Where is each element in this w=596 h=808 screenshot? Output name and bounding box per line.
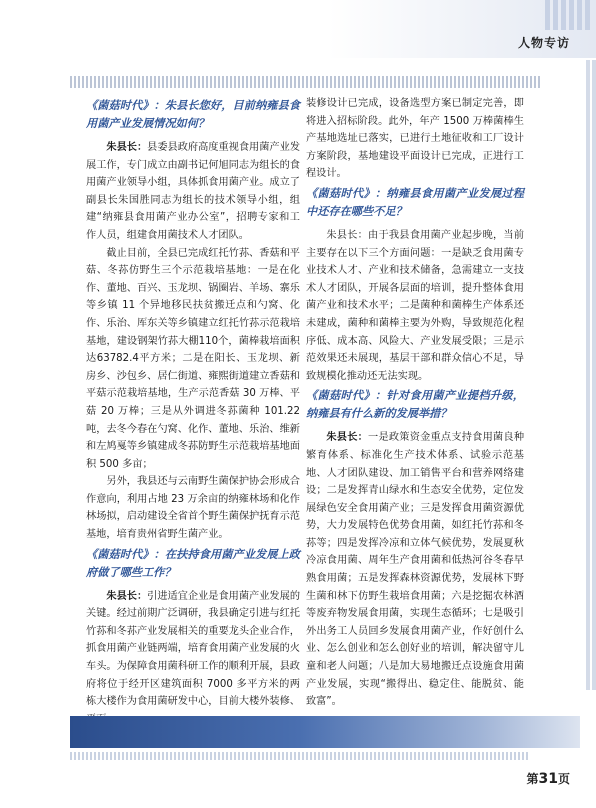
- left-column: [86, 95, 300, 728]
- paragraph-text: 朱县长：由于我县食用菌产业起步晚，当前主要存在以下三个方面问题：一是缺乏食用菌专业技术人才、产业和技术储备，急需建立一支技术人才团队，开展各层面的培训，提升整体食用菌产业和技术水平；二是菌种和菌棒生产体系还未建成，菌种和菌棒主要为外购，导致规范化程序低、成本高、风险大、产业发展受限；三是示范效果还未展现，基层干部和群众信心不足，导致规模化推动还无法实现。: [306, 229, 524, 382]
- page-prefix: 第: [526, 772, 539, 786]
- speaker-label: 朱县长：: [106, 142, 148, 153]
- paragraph: [86, 245, 300, 474]
- speaker-label: 朱县长：: [106, 590, 148, 602]
- question-heading: 《菌菇时代》：纳雍县食用菌产业发展过程中还存在哪些不足？: [306, 186, 524, 218]
- question-heading: 《菌菇时代》：在扶持食用菌产业发展上政府做了哪些工作？: [86, 547, 300, 579]
- page-suffix: 页: [557, 772, 570, 786]
- section-label: 人物专访: [517, 36, 570, 50]
- header-stripes: [498, 0, 596, 30]
- paragraph: [306, 95, 524, 183]
- paragraph-text: 县委县政府高度重视食用菌产业发展工作，专门成立由副书记何旭同志为组长的食用菌产业领导小组，具体抓食用菌产业。成立了副县长朱国胜同志为组长的技术领导小组，组建“纳雍县食用菌产业办公室”，招聘专家和工作人员，组建食用菌技术人才团队。: [86, 142, 301, 241]
- speaker-label: 朱县长：: [326, 432, 369, 444]
- paragraph: [306, 227, 524, 385]
- paragraph-text: 另外，我县还与云南野生菌保护协会形成合作意向，利用占地 23 万余亩的纳雍林场和化作林场拟，启动建设全省首个野生菌保护抚育示范基地，培育贵州省野生菌产业。: [86, 476, 300, 541]
- paragraph-text: 装修设计已完成，设备选型方案已制定完善，即将进入招标阶段。此外，年产 1500 万棒菌棒生产基地选址已落实，已进行土地征收和工厂设计方案阶段，基地建设平面设计已完成，正进行工程设计。: [306, 98, 524, 180]
- page-number: [526, 770, 570, 787]
- header-rule: [70, 76, 540, 88]
- paragraph: [86, 588, 300, 729]
- right-column: [306, 95, 524, 711]
- paragraph-text: 一是政策资金重点支持食用菌良种繁育体系、标准化生产技术体系、试验示范基地、人才团队建设、加工销售平台和营养网络建设；二是发挥青山绿水和生态安全优势，定位发展绿色安全食用菌产业；三是发挥食用菌资源优势，大力发展特色优势食用菌，如红托竹荪和冬荪等；四是发挥冷凉和立体气候优势，发展夏秋冷凉食用菌、周年生产食用菌和低热河谷冬春早熟食用菌；五是发挥森林资源优势，发展林下野生菌和林下仿野生栽培食用菌；六是挖掘农林酒等废弃物发展食用菌，实现生态循环；七是吸引外出务工人员回乡发展食用菌产业，作好创什么业、怎么创业和怎么创好业的培训，解决留守儿童和老人问题；八是加大易地搬迁点设施食用菌产业发展，实现“搬得出、稳定住、能脱贫、能致富”。: [306, 432, 525, 708]
- paragraph: [86, 473, 300, 543]
- page-number-value: 31: [538, 771, 558, 787]
- paragraph-text: 引进适宜企业是食用菌产业发展的关键。经过前期广泛调研，我县确定引进与红托竹荪和冬荪产业发展相关的重要龙头企业合作，抓食用菌产业链两端，培育食用菌产业发展的火车头。为保障食用菌科研工作的顺利开展，县政府将位于经开区建筑面积 7000 多平方米的两栋大楼作为食用菌研发中心，目前大楼外装修、: [86, 590, 301, 708]
- question-heading: 《菌菇时代》：针对食用菌产业提档升级，纳雍县有什么新的发展举措？: [306, 389, 524, 421]
- question-heading: 《菌菇时代》：朱县长您好，目前纳雍县食用菌产业发展情况如何？: [86, 99, 300, 130]
- right-edge-stripes: [578, 60, 596, 690]
- paragraph: [86, 139, 300, 245]
- paragraph-text: 截止目前，全县已完成红托竹荪、香菇和平菇、冬荪仿野生三个示范栽培基地：一是在化作、董地、百兴、玉龙坝、锅圈岩、羊场、寨乐等乡镇 11 个异地移民扶贫搬迁点和勺窝、化作、乐治、厍东关等乡镇建立红托竹荪示范栽培基地，建设钢架竹荪大棚110个，菌棒栽培面积达63782.4平方米；二是在阳长、玉龙坝、新房乡、沙包乡、居仁街道、雍熙街道建立香菇和平菇示范栽培基地，生产示范香菇 30 万棒、平菇 20 万棒；三是从外调进冬荪菌种 101.22 吨，去冬今春在勺窝、化作、董地、乐治、维新和左鸠戛等乡镇建成冬荪防野生示范栽培基地面积 500 多亩；: [86, 247, 300, 470]
- footer-dots: [70, 752, 530, 760]
- paragraph: [306, 429, 524, 711]
- footer-band: [70, 716, 580, 748]
